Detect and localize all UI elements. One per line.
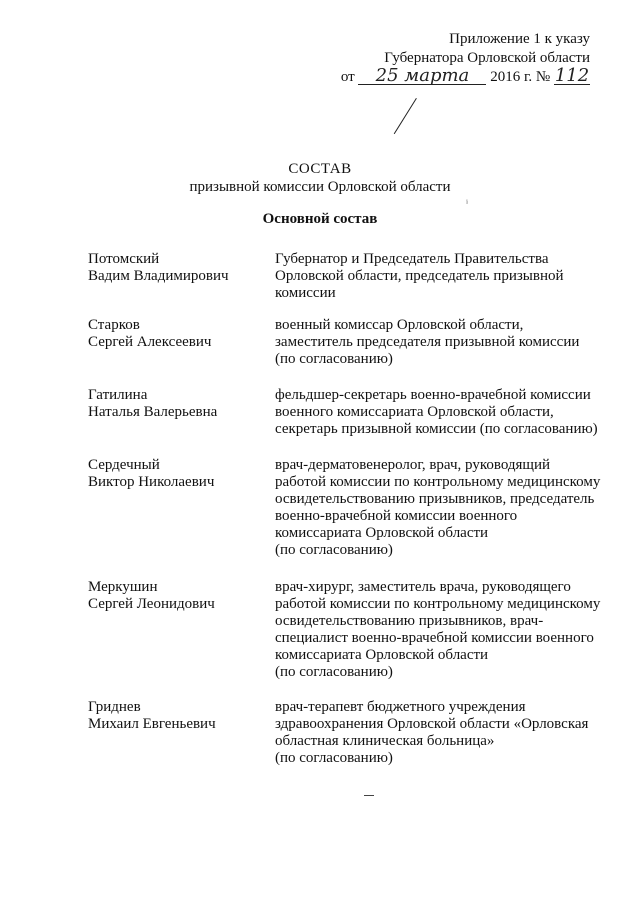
member-name [88,578,263,612]
role-line: специалист военно-врачебной комиссии военного [275,630,594,646]
pen-stroke [394,98,417,134]
member-role [275,316,615,367]
role-line: военного комиссариата Орловской области, [275,404,554,420]
member-name [88,250,263,284]
member-surname: Гатилина [88,387,148,403]
date-prefix: от [340,69,355,85]
decree-year: 2016 г. № [490,69,551,85]
appendix-line-2: Губернатора Орловской области [384,50,590,66]
role-line: (по согласованию) [275,664,393,680]
member-name [88,316,263,350]
member-given-names: Вадим Владимирович [88,268,229,284]
document-title [0,160,640,196]
stray-mark: ⁱ [466,199,469,210]
member-name [88,456,263,490]
role-line: (по согласованию) [275,351,393,367]
member-role [275,250,615,301]
appendix-line-3 [330,65,590,87]
role-line: освидетельствованию призывников, председатель [275,491,595,507]
role-line: комиссариата Орловской области [275,647,489,663]
appendix-line-1: Приложение 1 к указу [449,31,590,47]
member-role [275,456,615,558]
member-surname: Сердечный [88,457,160,473]
role-line: освидетельствованию призывников, врач- [275,613,544,629]
role-line: военный комиссар Орловской области, [275,317,524,333]
member-role [275,698,615,766]
member-given-names: Виктор Николаевич [88,474,215,490]
role-line: заместитель председателя призывной комиссии [275,334,580,350]
role-line: врач-дерматовенеролог, врач, руководящий [275,457,551,473]
page-dash [364,795,374,796]
role-line: работой комиссии по контрольному медицинскому [275,596,601,612]
appendix-block [330,30,590,87]
member-role [275,386,615,437]
role-line: (по согласованию) [275,750,393,766]
role-line: врач-терапевт бюджетного учреждения [275,699,526,715]
member-given-names: Сергей Леонидович [88,596,215,612]
title-line-2: призывной комиссии Орловской области [189,179,451,195]
role-line: секретарь призывной комиссии (по согласованию) [275,421,598,437]
role-line: Губернатор и Председатель Правительства [275,251,549,267]
member-name [88,386,263,420]
handwritten-date: 25 марта [358,68,486,85]
member-given-names: Михаил Евгеньевич [88,716,216,732]
member-surname: Старков [88,317,140,333]
role-line: Орловской области, председатель призывной [275,268,564,284]
role-line: военно-врачебной комиссии военного [275,508,518,524]
role-line: работой комиссии по контрольному медицинскому [275,474,601,490]
role-line: здравоохранения Орловской области «Орловская [275,716,589,732]
handwritten-number: 112 [554,65,590,86]
role-line: комиссариата Орловской области [275,525,489,541]
role-line: областная клиническая больница» [275,733,495,749]
role-line: фельдшер-секретарь военно-врачебной комиссии [275,387,591,403]
member-surname: Меркушин [88,579,158,595]
role-line: (по согласованию) [275,542,393,558]
title-line-1: СОСТАВ [288,161,352,177]
member-given-names: Наталья Валерьевна [88,404,218,420]
member-given-names: Сергей Алексеевич [88,334,212,350]
role-line: комиссии [275,285,336,301]
role-line: врач-хирург, заместитель врача, руководящего [275,579,571,595]
member-surname: Гриднев [88,699,141,715]
member-surname: Потомский [88,251,160,267]
section-heading: Основной состав [262,211,378,227]
member-role [275,578,615,680]
member-name [88,698,263,732]
